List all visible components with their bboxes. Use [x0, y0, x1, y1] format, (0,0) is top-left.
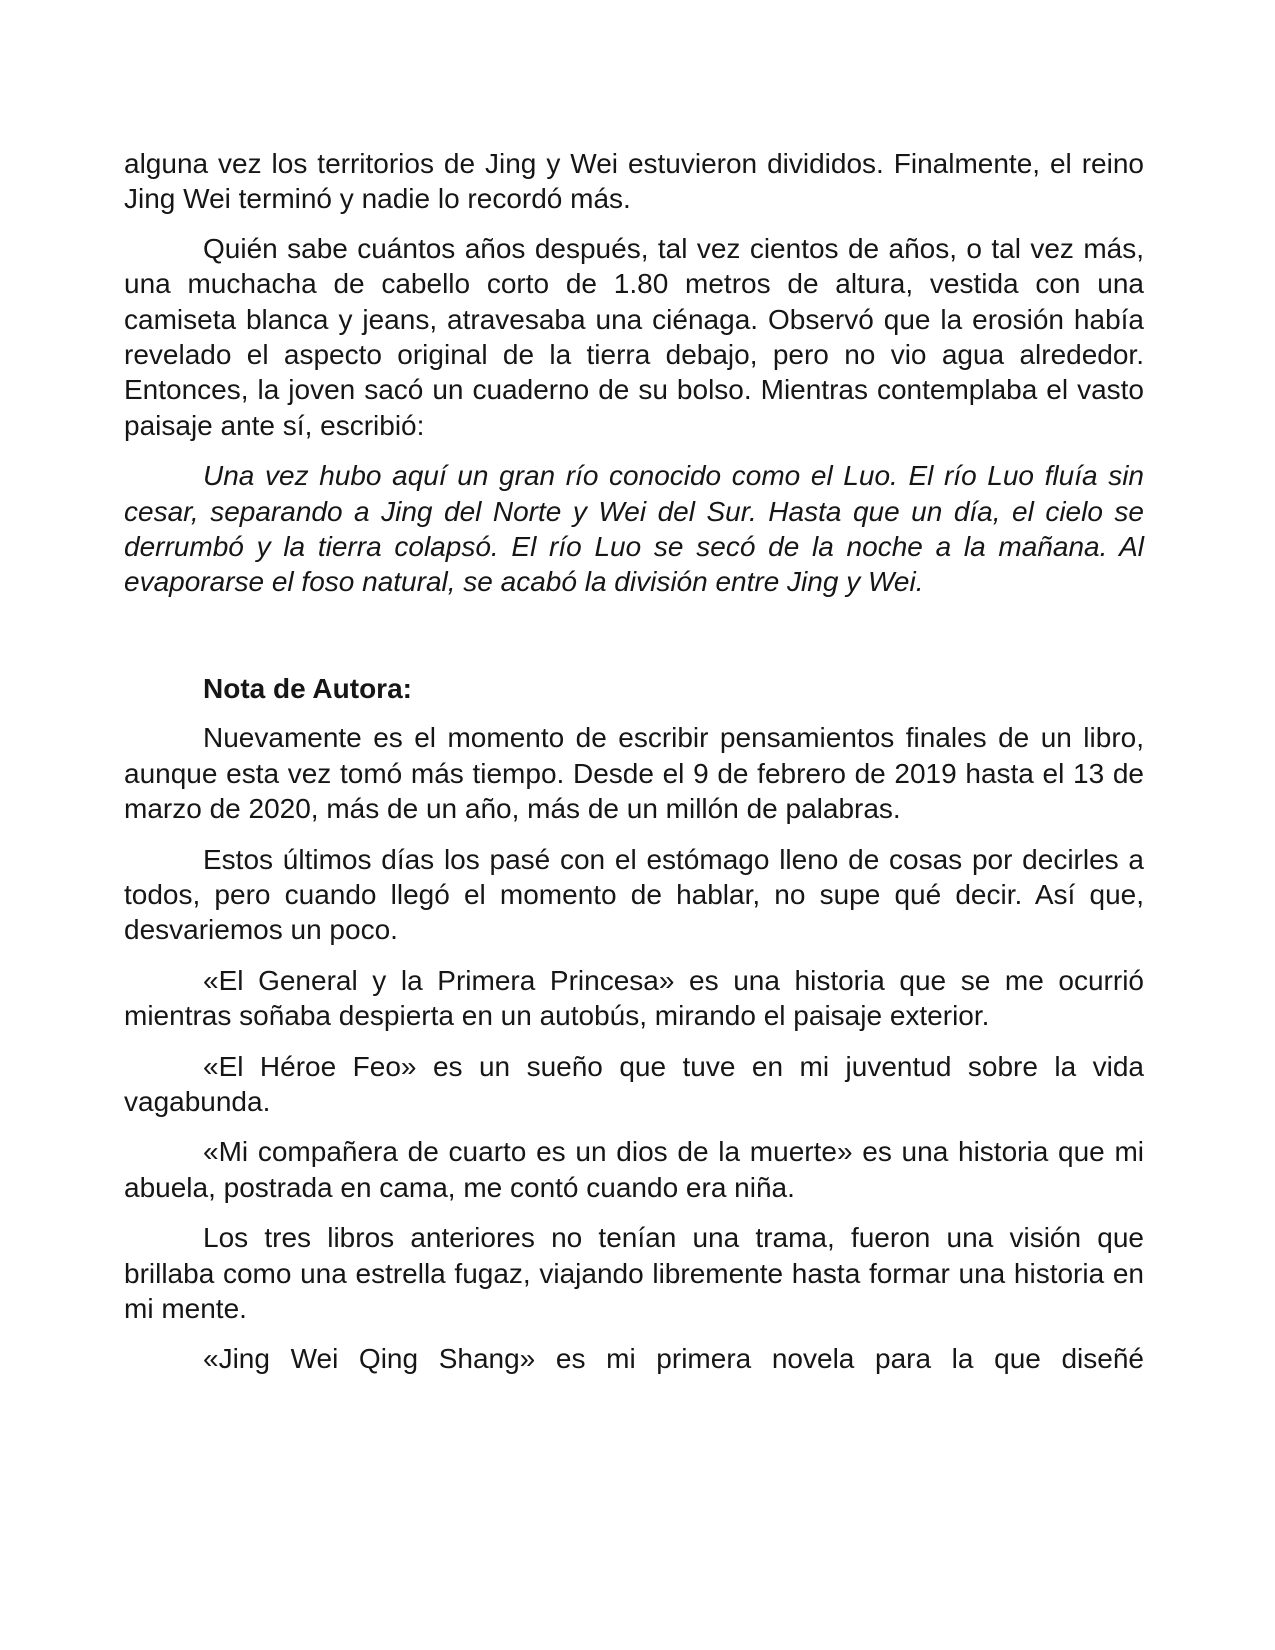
body-text [124, 146, 1144, 1377]
note-paragraph: Estos últimos días los pasé con el estómago lleno de cosas por decirles a todos, pero cuando llegó el momento de hablar, no supe qué decir. Así que, desvariemos un poco. [124, 843, 1144, 946]
note-paragraph: Los tres libros anteriores no tenían una trama, fueron una visión que brillaba como una estrella fugaz, viajando libremente hasta formar una historia en mi mente. [124, 1222, 1144, 1324]
story-paragraph-continued: alguna vez los territorios de Jing y Wei estuvieron divididos. Finalmente, el reino Jing Wei terminó y nadie lo recordó más. [124, 148, 1144, 215]
note-paragraph: Nuevamente es el momento de escribir pensamientos finales de un libro, aunque esta vez tomó más tiempo. Desde el 9 de febrero de 2019 hasta el 13 de marzo de 2020, más de un año, más de un millón de palabras. [124, 722, 1144, 825]
notebook-quote-paragraph: Una vez hubo aquí un gran río conocido como el Luo. El río Luo fluía sin cesar, separando a Jing del Norte y Wei del Sur. Hasta que un día, el cielo se derrumbó y la tierra colapsó. El río Luo se secó de la noche a la mañana. Al evaporarse el foso natural, se acabó la división entre Jing y Wei. [124, 460, 1144, 598]
note-paragraph: «El General y la Primera Princesa» es una historia que se me ocurrió mientras soñaba despierta en un autobús, mirando el paisaje exterior. [124, 964, 1144, 1032]
section-gap [124, 615, 1144, 671]
note-paragraph: «El Héroe Feo» es un sueño que tuve en mi juventud sobre la vida vagabunda. [124, 1050, 1144, 1117]
note-paragraph-truncated: «Jing Wei Qing Shang» es mi primera novela para la que diseñé [203, 1343, 1144, 1375]
story-paragraph: Quién sabe cuántos años después, tal vez cientos de años, o tal vez más, una muchacha de cabello corto de 1.80 metros de altura, vestida con una camiseta blanca y jeans, atravesaba una ciénaga. Observó que la erosión había revelado el aspecto original de la tierra debajo, pero no vio agua alrededor. Entonces, la joven sacó un cuaderno de su bolso. Mientras contemplaba el vasto paisaje ante sí, escribió: [124, 232, 1144, 441]
author-note-heading: Nota de Autora: [203, 672, 412, 704]
note-paragraph: «Mi compañera de cuarto es un dios de la muerte» es una historia que mi abuela, postrada en cama, me contó cuando era niña. [124, 1136, 1144, 1203]
